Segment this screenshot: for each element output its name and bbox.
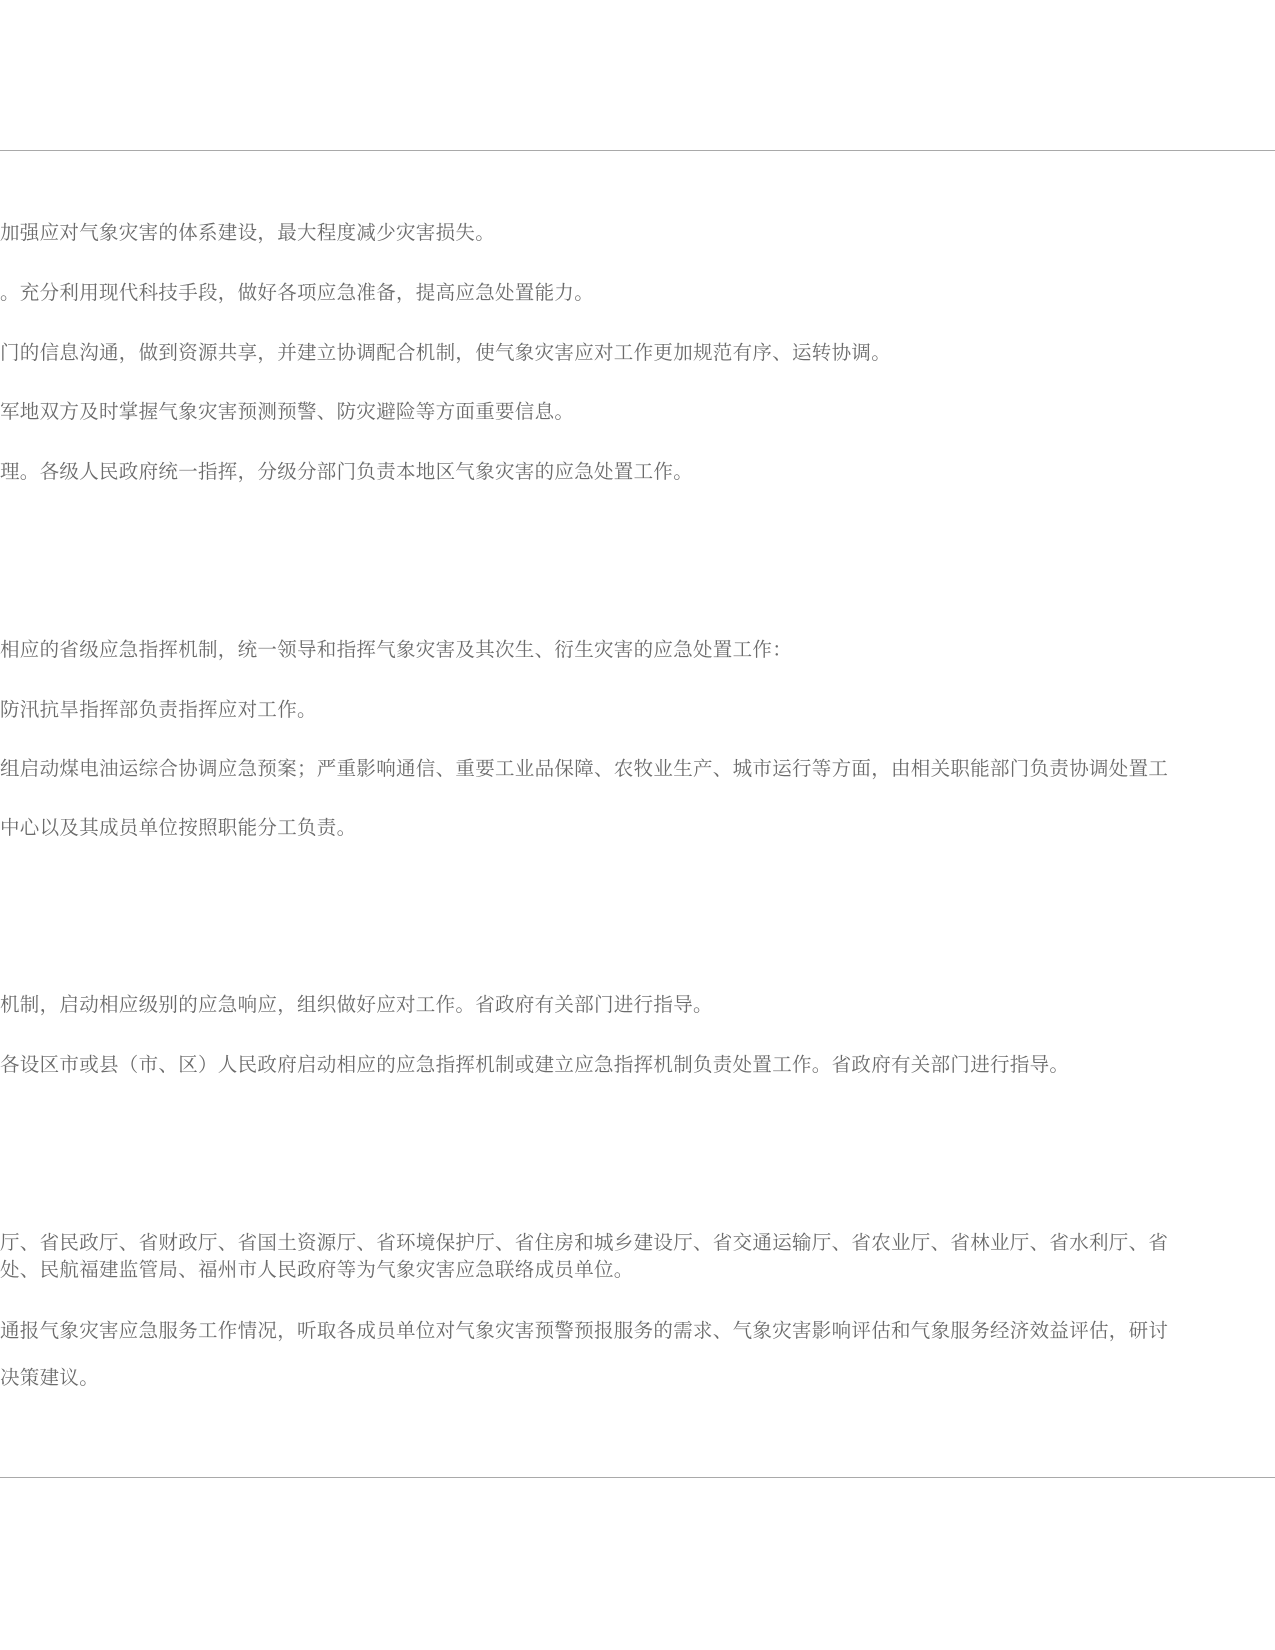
text-line: 厅、省民政厅、省财政厅、省国土资源厅、省环境保护厅、省住房和城乡建设厅、省交通运输厅、省农业厅、省林业厅、省水利厅、省 bbox=[0, 1231, 1169, 1254]
text-line: 决策建议。 bbox=[0, 1366, 100, 1389]
footer-divider bbox=[0, 1477, 1275, 1478]
text-line: 加强应对气象灾害的体系建设，最大程度减少灾害损失。 bbox=[0, 221, 496, 244]
text-line: 处、民航福建监管局、福州市人民政府等为气象灾害应急联络成员单位。 bbox=[0, 1258, 634, 1281]
text-line: 中心以及其成员单位按照职能分工负责。 bbox=[0, 816, 357, 839]
text-line: 防汛抗旱指挥部负责指挥应对工作。 bbox=[0, 698, 317, 721]
text-line: 组启动煤电油运综合协调应急预案；严重影响通信、重要工业品保障、农牧业生产、城市运行等方面，由相关职能部门负责协调处置工 bbox=[0, 757, 1169, 780]
text-line: 各设区市或县（市、区）人民政府启动相应的应急指挥机制或建立应急指挥机制负责处置工作。省政府有关部门进行指导。 bbox=[0, 1053, 1070, 1076]
header-divider bbox=[0, 150, 1275, 151]
text-line: 机制，启动相应级别的应急响应，组织做好应对工作。省政府有关部门进行指导。 bbox=[0, 993, 713, 1016]
text-line: 通报气象灾害应急服务工作情况，听取各成员单位对气象灾害预警预报服务的需求、气象灾害影响评估和气象服务经济效益评估，研讨 bbox=[0, 1319, 1169, 1342]
text-line: 相应的省级应急指挥机制，统一领导和指挥气象灾害及其次生、衍生灾害的应急处置工作： bbox=[0, 638, 793, 661]
text-line: 。充分利用现代科技手段，做好各项应急准备，提高应急处置能力。 bbox=[0, 281, 595, 304]
text-line: 理。各级人民政府统一指挥，分级分部门负责本地区气象灾害的应急处置工作。 bbox=[0, 460, 694, 483]
text-line: 军地双方及时掌握气象灾害预测预警、防灾避险等方面重要信息。 bbox=[0, 400, 575, 423]
text-line: 门的信息沟通，做到资源共享，并建立协调配合机制，使气象灾害应对工作更加规范有序、运转协调。 bbox=[0, 341, 892, 364]
